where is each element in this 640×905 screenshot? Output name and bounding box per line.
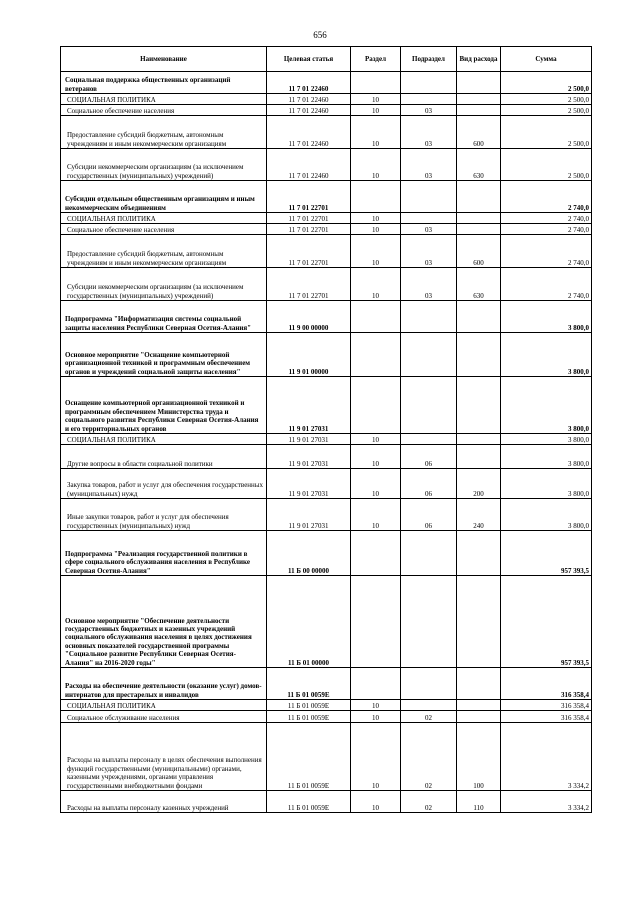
row-amount-cell: 316 358,4 [501,711,592,723]
table-row [61,723,592,791]
row-code-cell: 11 7 01 22701 [267,235,351,268]
budget-table [60,46,592,813]
row-name-cell: Закупка товаров, работ и услуг для обеспечения государственных (муниципальных) нужд [61,469,267,499]
table-row [61,116,592,149]
row-section-cell: 10 [351,791,401,813]
row-section-cell: 10 [351,105,401,116]
row-name-cell: Субсидии некоммерческим организациям (за исключением государственных (муниципальных) учреждений) [61,268,267,301]
row-amount-cell: 2 500,0 [501,94,592,105]
table-row [61,268,592,301]
table-row [61,499,592,531]
table-row [61,105,592,116]
row-subsection-cell [401,94,457,105]
row-subsection-cell: 06 [401,469,457,499]
row-code-cell: 11 7 01 22460 [267,149,351,181]
row-name-cell: Расходы на выплаты персоналу казенных учреждений [61,791,267,813]
row-name-cell: Субсидии отдельным общественным организациям и иным некоммерческим объединениям [61,181,267,213]
table-row [61,469,592,499]
row-amount-cell: 2 500,0 [501,72,592,94]
row-name-cell: СОЦИАЛЬНАЯ ПОЛИТИКА [61,700,267,711]
row-amount-cell: 2 740,0 [501,213,592,224]
row-name-cell: СОЦИАЛЬНАЯ ПОЛИТИКА [61,94,267,105]
row-subsection-cell [401,434,457,445]
row-name-cell: Основное мероприятие "Обеспечение деятельности государственных бюджетных и казенных учреждений социального обслуживания населения в целях достижения основных показателей государственной программы "Социальное развитие Республики Северная Осетия-Алания" на 2016-2020 годы" [61,576,267,668]
row-code-cell: 11 9 01 27031 [267,434,351,445]
row-code-cell: 11 7 01 22701 [267,224,351,235]
row-amount-cell: 3 800,0 [501,377,592,434]
row-code-cell: 11 9 01 27031 [267,469,351,499]
row-name-cell: Социальное обслуживание населения [61,711,267,723]
row-section-cell [351,531,401,576]
row-code-cell: 11 Б 01 0059Е [267,700,351,711]
table-row [61,181,592,213]
row-expense-type-cell [457,181,501,213]
row-code-cell: 11 7 01 22460 [267,94,351,105]
table-row [61,377,592,434]
header-section: Раздел [351,47,401,72]
row-code-cell: 11 7 01 22460 [267,105,351,116]
row-section-cell: 10 [351,268,401,301]
row-expense-type-cell [457,301,501,333]
row-code-cell: 11 9 01 27031 [267,377,351,434]
row-expense-type-cell [457,434,501,445]
row-code-cell: 11 9 00 00000 [267,301,351,333]
row-expense-type-cell [457,105,501,116]
row-amount-cell: 3 800,0 [501,445,592,469]
row-subsection-cell: 03 [401,268,457,301]
row-code-cell: 11 Б 00 00000 [267,531,351,576]
row-subsection-cell [401,576,457,668]
row-expense-type-cell: 100 [457,723,501,791]
row-subsection-cell: 02 [401,791,457,813]
row-amount-cell: 957 393,5 [501,531,592,576]
row-subsection-cell: 03 [401,116,457,149]
row-section-cell [351,72,401,94]
row-code-cell: 11 Б 01 0059Е [267,668,351,700]
row-expense-type-cell [457,333,501,377]
table-row [61,333,592,377]
row-expense-type-cell: 600 [457,116,501,149]
header-target-article: Целевая статья [267,47,351,72]
page-number: 656 [313,30,327,40]
row-expense-type-cell: 600 [457,235,501,268]
row-amount-cell: 3 800,0 [501,301,592,333]
header-name: Наименование [61,47,267,72]
row-section-cell [351,668,401,700]
row-subsection-cell [401,531,457,576]
row-expense-type-cell [457,224,501,235]
row-subsection-cell: 03 [401,224,457,235]
header-expense-type: Вид расхода [457,47,501,72]
table-row [61,235,592,268]
row-section-cell: 10 [351,224,401,235]
table-row [61,94,592,105]
row-section-cell: 10 [351,499,401,531]
row-amount-cell: 2 500,0 [501,116,592,149]
row-expense-type-cell [457,700,501,711]
row-name-cell: Другие вопросы в области социальной политики [61,445,267,469]
row-name-cell: Предоставление субсидий бюджетным, автономным учреждениям и иным некоммерческим организациям [61,235,267,268]
row-section-cell: 10 [351,235,401,268]
row-amount-cell: 3 800,0 [501,333,592,377]
table-row [61,711,592,723]
row-amount-cell: 3 800,0 [501,469,592,499]
row-code-cell: 11 Б 01 00000 [267,576,351,668]
table-row [61,149,592,181]
row-subsection-cell: 03 [401,235,457,268]
row-name-cell: Субсидии некоммерческим организациям (за исключением государственных (муниципальных) учреждений) [61,149,267,181]
row-amount-cell: 2 740,0 [501,224,592,235]
row-code-cell: 11 7 01 22701 [267,213,351,224]
row-expense-type-cell: 110 [457,791,501,813]
row-expense-type-cell [457,445,501,469]
row-name-cell: Подпрограмма "Реализация государственной политики в сфере социального обслуживания населения в Республике Северная Осетия-Алания" [61,531,267,576]
row-section-cell: 10 [351,723,401,791]
row-subsection-cell [401,181,457,213]
row-subsection-cell [401,668,457,700]
row-expense-type-cell [457,531,501,576]
row-expense-type-cell [457,72,501,94]
table-row [61,434,592,445]
row-amount-cell: 957 393,5 [501,576,592,668]
row-expense-type-cell: 630 [457,149,501,181]
table-row [61,301,592,333]
row-amount-cell: 2 740,0 [501,181,592,213]
row-section-cell [351,301,401,333]
table-row [61,72,592,94]
row-amount-cell: 3 334,2 [501,791,592,813]
row-subsection-cell: 02 [401,711,457,723]
row-name-cell: Социальная поддержка общественных организаций ветеранов [61,72,267,94]
table-row [61,668,592,700]
row-section-cell: 10 [351,469,401,499]
row-amount-cell: 2 500,0 [501,149,592,181]
row-expense-type-cell [457,711,501,723]
row-code-cell: 11 7 01 22701 [267,268,351,301]
table-row [61,445,592,469]
row-expense-type-cell [457,213,501,224]
header-subsection: Подраздел [401,47,457,72]
row-section-cell [351,333,401,377]
header-amount: Сумма [501,47,592,72]
table-body [61,72,592,813]
row-subsection-cell [401,301,457,333]
row-code-cell: 11 9 01 27031 [267,499,351,531]
row-amount-cell: 3 334,2 [501,723,592,791]
row-amount-cell: 3 800,0 [501,434,592,445]
row-code-cell: 11 9 01 27031 [267,445,351,469]
row-subsection-cell: 03 [401,105,457,116]
row-subsection-cell [401,72,457,94]
row-section-cell: 10 [351,445,401,469]
table-row [61,224,592,235]
row-code-cell: 11 9 01 00000 [267,333,351,377]
row-name-cell: Иные закупки товаров, работ и услуг для обеспечения государственных (муниципальных) нужд [61,499,267,531]
table-row [61,576,592,668]
row-subsection-cell [401,213,457,224]
row-section-cell [351,377,401,434]
row-amount-cell: 2 500,0 [501,105,592,116]
row-subsection-cell [401,700,457,711]
table-row [61,213,592,224]
row-name-cell: Расходы на выплаты персоналу в целях обеспечения выполнения функций государственными (муниципальными) органами, казенными учреждениями, органами управления государственными внебюджетными фондами [61,723,267,791]
row-code-cell: 11 7 01 22701 [267,181,351,213]
row-section-cell: 10 [351,711,401,723]
row-amount-cell: 3 800,0 [501,499,592,531]
row-name-cell: Социальное обеспечение населения [61,224,267,235]
row-expense-type-cell [457,94,501,105]
row-name-cell: Предоставление субсидий бюджетным, автономным учреждениям и иным некоммерческим организациям [61,116,267,149]
row-section-cell [351,181,401,213]
row-section-cell: 10 [351,213,401,224]
row-section-cell: 10 [351,700,401,711]
table-row [61,791,592,813]
row-code-cell: 11 7 01 22460 [267,72,351,94]
row-subsection-cell: 06 [401,499,457,531]
row-name-cell: СОЦИАЛЬНАЯ ПОЛИТИКА [61,213,267,224]
row-amount-cell: 316 358,4 [501,668,592,700]
row-code-cell: 11 Б 01 0059Е [267,711,351,723]
row-name-cell: Расходы на обеспечение деятельности (оказание услуг) домов-интернатов для престарелых и инвалидов [61,668,267,700]
row-section-cell: 10 [351,116,401,149]
row-code-cell: 11 Б 01 0059Е [267,723,351,791]
row-expense-type-cell [457,377,501,434]
row-expense-type-cell [457,576,501,668]
row-subsection-cell: 06 [401,445,457,469]
table-row [61,531,592,576]
row-expense-type-cell: 240 [457,499,501,531]
row-amount-cell: 316 358,4 [501,700,592,711]
row-subsection-cell: 03 [401,149,457,181]
row-name-cell: Социальное обеспечение населения [61,105,267,116]
row-subsection-cell: 02 [401,723,457,791]
row-section-cell: 10 [351,434,401,445]
table-row [61,700,592,711]
row-expense-type-cell: 200 [457,469,501,499]
row-subsection-cell [401,333,457,377]
row-name-cell: Подпрограмма "Информатизация системы социальной защиты населения Республики Северная Осетия-Алания" [61,301,267,333]
row-name-cell: СОЦИАЛЬНАЯ ПОЛИТИКА [61,434,267,445]
row-section-cell: 10 [351,94,401,105]
row-subsection-cell [401,377,457,434]
row-code-cell: 11 Б 01 0059Е [267,791,351,813]
row-section-cell [351,576,401,668]
row-amount-cell: 2 740,0 [501,268,592,301]
row-expense-type-cell: 630 [457,268,501,301]
row-expense-type-cell [457,668,501,700]
row-code-cell: 11 7 01 22460 [267,116,351,149]
row-name-cell: Оснащение компьютерной организационной техникой и программным обеспечением Министерства труда и социального развития Республики Северная Осетия-Алания и его территориальных органов [61,377,267,434]
row-section-cell: 10 [351,149,401,181]
row-name-cell: Основное мероприятие "Оснащение компьютерной организационной техникой и программным обеспечением органов и учреждений социальной защиты населения" [61,333,267,377]
table-header-row [61,47,592,72]
row-amount-cell: 2 740,0 [501,235,592,268]
